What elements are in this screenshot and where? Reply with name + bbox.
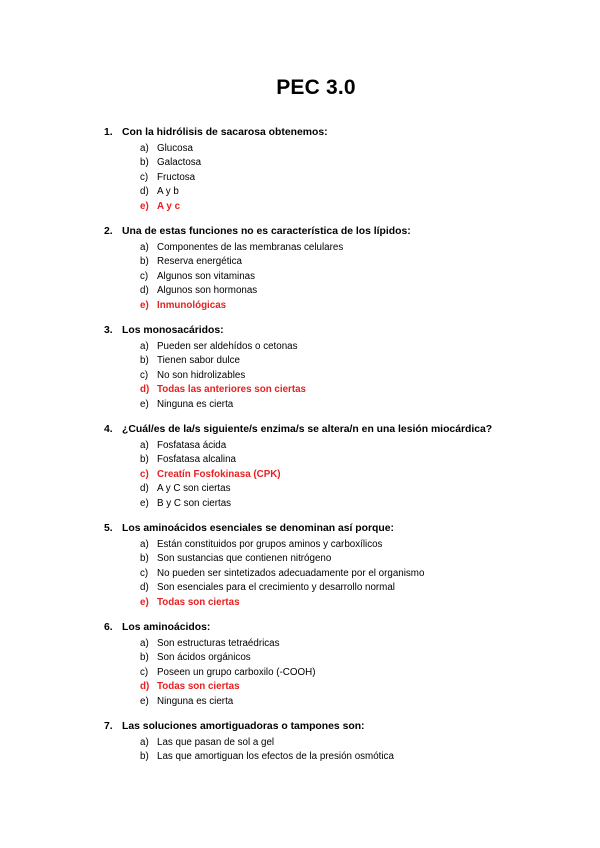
option-letter: d)	[140, 186, 149, 197]
page-title: PEC 3.0	[276, 76, 356, 99]
question-5	[104, 522, 584, 610]
option-letter: a)	[140, 736, 149, 748]
option-text: No pueden ser sintetizados adecuadamente por el organismo	[157, 567, 425, 579]
question-2	[104, 225, 584, 313]
question-list	[104, 126, 584, 776]
answer-option	[140, 284, 584, 299]
option-text: Son esenciales para el crecimiento y desarrollo normal	[157, 582, 395, 593]
option-text: Glucosa	[157, 142, 193, 154]
answer-option	[140, 651, 584, 666]
option-letter: a)	[140, 538, 149, 550]
option-text: Reserva energética	[157, 256, 242, 267]
option-text: Son ácidos orgánicos	[157, 652, 251, 663]
option-text: Todas las anteriores son ciertas	[157, 384, 307, 395]
correct-answer-option	[140, 596, 584, 611]
answer-option	[140, 156, 584, 171]
option-text: Galactosa	[157, 157, 202, 168]
answer-option	[140, 398, 584, 413]
option-list	[140, 538, 584, 611]
option-text: Creatín Fosfokinasa (CPK)	[157, 468, 281, 480]
answer-option	[140, 497, 584, 512]
question-number: 1.	[104, 127, 113, 138]
answer-option	[140, 666, 584, 681]
answer-option	[140, 369, 584, 384]
option-text: A y C son ciertas	[157, 483, 231, 494]
answer-option	[140, 270, 584, 285]
correct-answer-option	[140, 680, 584, 695]
option-text: Fosfatasa ácida	[157, 439, 227, 451]
answer-option	[140, 538, 584, 553]
option-letter: e)	[140, 200, 149, 212]
option-text: Todas son ciertas	[157, 596, 240, 608]
question-7	[104, 720, 584, 765]
answer-option	[140, 142, 584, 157]
option-text: B y C son ciertas	[157, 497, 232, 509]
option-list	[140, 439, 584, 512]
correct-answer-option	[140, 468, 584, 483]
correct-answer-option	[140, 383, 584, 398]
option-text: Inmunológicas	[157, 299, 227, 311]
option-text: Están constituidos por grupos aminos y carboxílicos	[157, 538, 383, 550]
answer-option	[140, 567, 584, 582]
question-text: Los monosacáridos:	[122, 325, 224, 336]
answer-option	[140, 695, 584, 710]
option-letter: c)	[140, 666, 149, 678]
answer-option	[140, 340, 584, 355]
option-letter: b)	[140, 355, 149, 366]
question-number: 2.	[104, 226, 113, 237]
option-letter: e)	[140, 695, 149, 707]
option-letter: c)	[140, 468, 149, 480]
option-text: Ninguna es cierta	[157, 695, 234, 707]
option-letter: e)	[140, 299, 149, 311]
option-text: Ninguna es cierta	[157, 398, 234, 410]
answer-option	[140, 255, 584, 270]
option-letter: c)	[140, 171, 149, 183]
answer-option	[140, 552, 584, 567]
answer-option	[140, 439, 584, 454]
option-letter: b)	[140, 157, 149, 168]
question-text: Una de estas funciones no es característica de los lípidos:	[122, 226, 411, 237]
option-text: Tienen sabor dulce	[157, 355, 240, 366]
option-letter: d)	[140, 384, 150, 395]
correct-answer-option	[140, 200, 584, 215]
question-text: ¿Cuál/es de la/s siguiente/s enzima/s se altera/n en una lesión miocárdica?	[122, 424, 493, 435]
option-letter: a)	[140, 340, 149, 352]
option-letter: c)	[140, 567, 149, 579]
option-letter: c)	[140, 369, 149, 381]
option-list	[140, 241, 584, 314]
question-heading	[104, 324, 584, 338]
question-6	[104, 621, 584, 709]
question-number: 6.	[104, 622, 113, 633]
option-text: A y c	[157, 200, 181, 212]
question-1	[104, 126, 584, 214]
question-heading	[104, 225, 584, 239]
answer-option	[140, 581, 584, 596]
option-text: Poseen un grupo carboxilo (-COOH)	[157, 666, 316, 678]
option-letter: c)	[140, 270, 149, 282]
option-letter: e)	[140, 596, 149, 608]
answer-option	[140, 736, 584, 751]
option-list	[140, 637, 584, 710]
answer-option	[140, 482, 584, 497]
question-text: Con la hidrólisis de sacarosa obtenemos:	[122, 127, 328, 138]
option-letter: b)	[140, 553, 149, 564]
question-3	[104, 324, 584, 412]
answer-option	[140, 453, 584, 468]
option-text: Son estructuras tetraédricas	[157, 637, 280, 649]
option-letter: a)	[140, 439, 149, 451]
option-letter: d)	[140, 483, 149, 494]
question-heading	[104, 621, 584, 635]
option-text: Fructosa	[157, 171, 196, 183]
option-letter: b)	[140, 256, 149, 267]
option-text: Son sustancias que contienen nitrógeno	[157, 553, 332, 564]
option-text: Componentes de las membranas celulares	[157, 241, 344, 253]
option-list	[140, 736, 584, 765]
option-letter: b)	[140, 751, 149, 762]
question-text: Los aminoácidos esenciales se denominan así porque:	[122, 523, 394, 534]
answer-option	[140, 637, 584, 652]
option-text: Algunos son vitaminas	[157, 270, 256, 282]
option-letter: e)	[140, 398, 149, 410]
option-list	[140, 142, 584, 215]
option-letter: e)	[140, 497, 149, 509]
question-text: Los aminoácidos:	[122, 622, 211, 633]
option-text: Fosfatasa alcalina	[157, 454, 236, 465]
answer-option	[140, 354, 584, 369]
question-4	[104, 423, 584, 511]
option-letter: a)	[140, 637, 149, 649]
option-text: Algunos son hormonas	[157, 285, 258, 296]
answer-option	[140, 185, 584, 200]
option-letter: b)	[140, 454, 149, 465]
question-number: 3.	[104, 325, 113, 336]
question-heading	[104, 126, 584, 140]
option-letter: d)	[140, 285, 149, 296]
answer-option	[140, 750, 584, 765]
option-letter: a)	[140, 142, 149, 154]
option-letter: d)	[140, 582, 149, 593]
answer-option	[140, 171, 584, 186]
option-text: Las que pasan de sol a gel	[157, 736, 275, 748]
question-number: 5.	[104, 523, 113, 534]
option-text: A y b	[157, 186, 179, 197]
question-heading	[104, 720, 584, 734]
option-letter: a)	[140, 241, 149, 253]
question-heading	[104, 423, 584, 437]
correct-answer-option	[140, 299, 584, 314]
option-text: No son hidrolizables	[157, 369, 246, 381]
option-letter: d)	[140, 681, 150, 692]
option-text: Pueden ser aldehídos o cetonas	[157, 340, 298, 352]
option-letter: b)	[140, 652, 149, 663]
question-number: 4.	[104, 424, 113, 435]
question-number: 7.	[104, 721, 113, 732]
question-heading	[104, 522, 584, 536]
option-list	[140, 340, 584, 413]
question-text: Las soluciones amortiguadoras o tampones son:	[122, 721, 365, 732]
option-text: Todas son ciertas	[157, 681, 240, 692]
answer-option	[140, 241, 584, 256]
option-text: Las que amortiguan los efectos de la presión osmótica	[157, 751, 394, 762]
